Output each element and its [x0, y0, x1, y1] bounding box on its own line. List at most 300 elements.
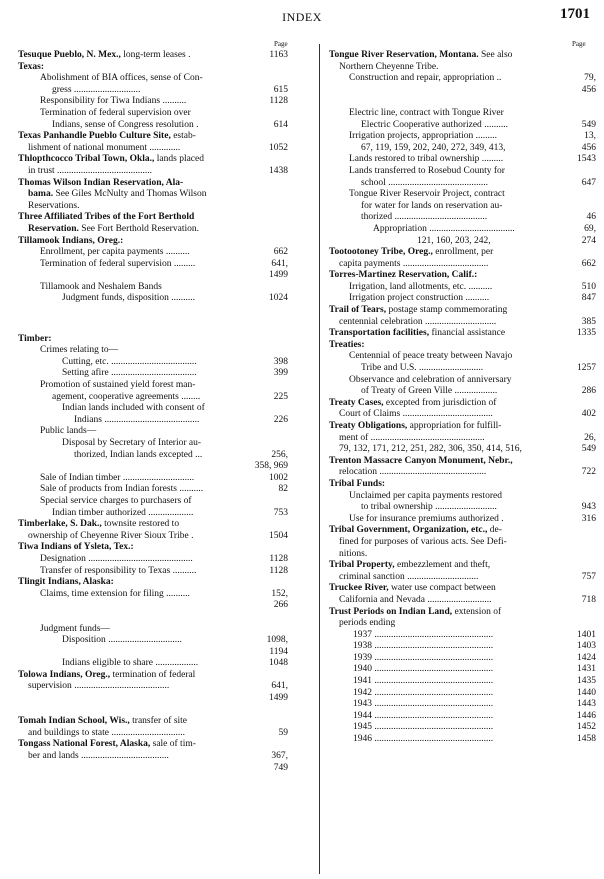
- entry-description: 121, 160, 203, 242,: [417, 235, 491, 246]
- entry-text: [18, 392, 250, 404]
- entry-description: fined for purposes of various acts. See Defi-: [339, 536, 507, 547]
- index-entry-line: [329, 108, 596, 120]
- entry-page-ref: 358, 969: [254, 461, 288, 472]
- index-entry-line: [18, 496, 288, 508]
- entry-text: [329, 549, 558, 561]
- entry-description: thorized: [361, 212, 393, 223]
- entry-text: [329, 73, 558, 85]
- entry-description: Tillamook and Neshalem Bands: [40, 281, 162, 292]
- index-entry-line: [329, 236, 596, 248]
- leader-dots: ..................................................: [372, 687, 494, 698]
- entry-text: [18, 282, 250, 294]
- entry-description: Lands transferred to Rosebud County for: [349, 165, 505, 176]
- entry-description: townsite restored to: [101, 519, 180, 530]
- entry-description: 1939: [353, 652, 372, 663]
- entry-page-ref: 152,: [271, 588, 288, 599]
- entry-text: [18, 166, 250, 178]
- entry-description: 67, 119, 159, 202, 240, 272, 349, 413,: [361, 142, 506, 153]
- entry-text: [329, 120, 558, 132]
- index-entry-line: [18, 270, 288, 282]
- entry-text: [329, 479, 558, 491]
- left-page-column-label: Page: [274, 40, 288, 48]
- entry-text: [18, 73, 250, 85]
- entry-page-ref: 753: [273, 507, 288, 518]
- index-entry-line: [18, 368, 288, 380]
- index-entry-line: [329, 572, 596, 584]
- index-entry-line: [18, 450, 288, 462]
- entry-page-ref: 456: [581, 84, 596, 95]
- leader-dots: .........: [479, 154, 504, 165]
- entry-text: [18, 96, 250, 108]
- leader-dots: ........: [178, 391, 201, 402]
- index-entry-line: [18, 131, 288, 143]
- entry-description: gress: [52, 84, 72, 95]
- entry-description: embezzlement and theft,: [394, 560, 491, 571]
- page-header-title: INDEX: [282, 10, 322, 24]
- entry-description: Sale of Indian timber: [40, 472, 121, 483]
- leader-dots: ...........................: [416, 363, 484, 374]
- index-entry-line: [329, 491, 596, 503]
- leader-dots: ..........: [163, 247, 190, 258]
- entry-description: 1941: [353, 676, 372, 687]
- entry-description: centennial celebration: [339, 316, 423, 327]
- index-entry-line: [18, 178, 288, 190]
- index-entry-line: [18, 403, 288, 415]
- index-entry-line: [329, 189, 596, 201]
- index-entry-line: [329, 502, 596, 514]
- leader-dots: ....................................: [108, 356, 197, 367]
- leader-dots: ..................: [153, 658, 199, 669]
- entry-page-ref: 456: [581, 142, 596, 153]
- entry-heading: bama.: [28, 189, 54, 200]
- entry-text: [18, 716, 250, 728]
- entry-heading: Trail of Tears,: [329, 305, 387, 316]
- entry-page-ref: 1543: [577, 154, 596, 165]
- entry-heading: Tiwa Indians of Ysleta, Tex.:: [18, 542, 134, 553]
- entry-text: [329, 502, 558, 514]
- entry-description: Reservations.: [28, 200, 80, 211]
- index-entry-line: [329, 270, 596, 282]
- entry-text: [18, 484, 250, 496]
- leader-dots: ..........: [176, 484, 204, 495]
- entry-text: [329, 201, 558, 213]
- index-entry-line: [18, 635, 288, 647]
- index-entry-line: [18, 143, 288, 155]
- entry-description: Indians eligible to share: [62, 658, 154, 669]
- entry-text: [329, 514, 558, 526]
- entry-description: de-: [487, 525, 502, 536]
- entry-text: [18, 658, 250, 670]
- entry-page-ref: 615: [273, 84, 288, 95]
- column-divider: [319, 44, 320, 874]
- entry-description: Electric Cooperative authorized: [361, 119, 482, 130]
- index-entry-line: [329, 537, 596, 549]
- entry-text: [329, 236, 558, 248]
- index-entry-line: [18, 426, 288, 438]
- index-entry-line: [329, 166, 596, 178]
- index-entry-line: [329, 514, 596, 526]
- entry-description: Centennial of peace treaty between Navajo: [349, 351, 513, 362]
- leader-dots: ..................: [452, 386, 498, 397]
- entry-page-ref: 1443: [577, 699, 596, 710]
- entry-text: [329, 212, 558, 224]
- entry-text: [18, 120, 250, 132]
- entry-heading: Tillamook Indians, Oreg.:: [18, 235, 124, 246]
- entry-text: [329, 664, 558, 676]
- entry-page-ref: 847: [581, 293, 596, 304]
- index-entry-line: [18, 647, 288, 659]
- entry-text: [329, 456, 558, 468]
- entry-text: [18, 201, 250, 213]
- leader-dots: ....................................: [426, 223, 515, 234]
- entry-description: enrollment, per: [432, 247, 494, 258]
- leader-dots: .: [188, 530, 194, 541]
- entry-text: [329, 363, 558, 375]
- entry-description: Responsibility for Tiwa Indians: [40, 96, 161, 107]
- leader-dots: ...........................: [425, 594, 492, 605]
- entry-description: Claims, time extension for filing: [40, 588, 164, 599]
- entry-text: [18, 508, 250, 520]
- entry-description: lishment of national monument: [28, 142, 147, 153]
- entry-page-ref: 718: [581, 594, 596, 605]
- index-entry-line: [18, 624, 288, 636]
- entry-description: Public lands—: [40, 426, 97, 437]
- leader-dots: ..............................: [120, 472, 195, 483]
- index-entry-line: [329, 409, 596, 421]
- entry-description: nitions.: [339, 548, 368, 559]
- entry-page-ref: 1424: [577, 652, 596, 663]
- leader-dots: ..........................: [432, 502, 497, 513]
- entry-text: [329, 711, 558, 723]
- leader-dots: .........: [473, 131, 498, 142]
- index-entry-line: [18, 473, 288, 485]
- entry-text: [329, 572, 558, 584]
- entry-page-ref: 641,: [271, 681, 288, 692]
- entry-heading: Timber:: [18, 333, 52, 344]
- leader-dots: ...: [192, 449, 203, 460]
- entry-description: Indians, sense of Congress resolution: [52, 119, 194, 130]
- entry-text: [329, 270, 558, 282]
- spacer: [18, 612, 288, 624]
- index-entry-line: [18, 166, 288, 178]
- leader-dots: ..............................: [404, 571, 479, 582]
- entry-description: Construction and repair, appropriation: [349, 73, 495, 84]
- index-entry-line: [18, 508, 288, 520]
- index-entry-line: [18, 658, 288, 670]
- entry-page-ref: 1163: [269, 50, 288, 60]
- index-entry-line: [18, 438, 288, 450]
- leader-dots: ..........: [466, 281, 493, 292]
- entry-page-ref: 1128: [269, 96, 288, 107]
- entry-page-ref: 13,: [584, 131, 596, 142]
- entry-heading: Transportation facilities,: [329, 328, 430, 339]
- index-entry-line: [329, 340, 596, 352]
- index-entry-line: [329, 583, 596, 595]
- entry-description: sale of tim-: [150, 739, 196, 750]
- entry-text: [329, 560, 558, 572]
- leader-dots: ..: [494, 73, 502, 84]
- entry-description: 1943: [353, 699, 372, 710]
- index-entry-line: [329, 456, 596, 468]
- leader-dots: .: [185, 50, 191, 60]
- entry-description: long-term leases: [120, 50, 186, 60]
- leader-dots: ..........: [163, 588, 190, 599]
- leader-dots: ........................................: [71, 681, 170, 692]
- entry-description: criminal sanction: [339, 571, 405, 582]
- index-entry-line: [18, 212, 288, 224]
- leader-dots: .............: [147, 142, 181, 153]
- entry-page-ref: 1504: [269, 530, 288, 541]
- entry-heading: Treaty Cases,: [329, 397, 384, 408]
- entry-description: supervision: [28, 681, 72, 692]
- entry-page-ref: 46: [586, 212, 596, 223]
- entry-description: Indian lands included with consent of: [62, 403, 205, 414]
- leader-dots: ..........: [168, 293, 196, 304]
- index-entry-line: [329, 131, 596, 143]
- entry-page-ref: 757: [581, 571, 596, 582]
- index-entry-line: [329, 386, 596, 398]
- index-entry-line: [18, 577, 288, 589]
- index-entry-line: [18, 154, 288, 166]
- entry-description: Termination of federal supervision: [40, 258, 172, 269]
- entry-description: water use compact between: [388, 583, 496, 594]
- leader-dots: ...............................: [109, 727, 186, 738]
- index-entry-line: [329, 618, 596, 630]
- entry-text: [18, 380, 250, 392]
- index-entry-line: [18, 293, 288, 305]
- entry-text: [329, 398, 558, 410]
- index-entry-line: [18, 415, 288, 427]
- entry-text: [18, 531, 250, 543]
- entry-description: Indian timber authorized: [52, 507, 146, 518]
- entry-text: [329, 224, 558, 236]
- entry-page-ref: 1128: [269, 565, 288, 576]
- index-entry-line: [18, 282, 288, 294]
- entry-text: [329, 699, 558, 711]
- entry-heading: Tribal Property,: [329, 560, 395, 571]
- entry-text: [18, 589, 250, 601]
- entry-page-ref: 367,: [271, 751, 288, 762]
- entry-description: capita payments: [339, 258, 401, 269]
- entry-text: [18, 259, 250, 271]
- index-entry-line: [329, 247, 596, 259]
- entry-text: [18, 334, 250, 346]
- entry-description: 1938: [353, 641, 372, 652]
- entry-heading: Tribal Government, Organization, etc.,: [329, 525, 488, 536]
- entry-text: [329, 734, 558, 746]
- leader-dots: ........................................: [101, 414, 200, 425]
- index-entry-line: [18, 50, 288, 62]
- index-entry-line: [329, 212, 596, 224]
- index-entry-line: [18, 716, 288, 728]
- entry-text: [329, 259, 558, 271]
- entry-description: Northern Cheyenne Tribe.: [339, 61, 439, 72]
- entry-page-ref: 1499: [269, 270, 288, 281]
- entry-description: Judgment funds, disposition: [62, 293, 169, 304]
- index-entry-line: [18, 670, 288, 682]
- entry-page-ref: 1335: [577, 328, 596, 339]
- entry-page-ref: 549: [581, 444, 596, 455]
- entry-text: [18, 670, 250, 682]
- entry-description: California and Nevada: [339, 594, 425, 605]
- entry-page-ref: 1257: [577, 363, 596, 374]
- index-entry-line: [18, 334, 288, 346]
- entry-heading: Truckee River,: [329, 583, 389, 594]
- entry-heading: Tolowa Indians, Oreg.,: [18, 669, 111, 680]
- index-entry-line: [18, 542, 288, 554]
- entry-description: ber and lands: [28, 751, 79, 762]
- entry-page-ref: 1499: [269, 693, 288, 704]
- index-entry-line: [329, 73, 596, 85]
- entry-description: Indians: [74, 414, 102, 425]
- entry-description: Termination of federal supervision over: [40, 107, 191, 118]
- entry-text: [18, 403, 250, 415]
- index-entry-line: [329, 85, 596, 97]
- entry-description: relocation: [339, 467, 377, 478]
- entry-text: [18, 50, 250, 62]
- entry-description: Appropriation: [373, 223, 427, 234]
- entry-text: [329, 491, 558, 503]
- leader-dots: ..................................................: [372, 676, 494, 687]
- index-entry-line: [329, 421, 596, 433]
- entry-page-ref: 549: [581, 119, 596, 130]
- entry-description: of Treaty of Green Ville: [361, 386, 453, 397]
- entry-text: [329, 722, 558, 734]
- entry-text: [329, 607, 558, 619]
- spacer: [18, 705, 288, 717]
- leader-dots: ....................................: [108, 368, 197, 379]
- index-entry-line: [329, 444, 596, 456]
- leader-dots: .: [498, 513, 504, 524]
- entry-text: [18, 751, 250, 763]
- entry-heading: Tesuque Pueblo, N. Mex.,: [18, 50, 121, 60]
- leader-dots: ..............................: [422, 316, 497, 327]
- index-entry-line: [18, 108, 288, 120]
- entry-page-ref: 266: [273, 600, 288, 611]
- entry-text: [329, 653, 558, 665]
- leader-dots: ..........: [481, 119, 508, 130]
- index-entry-line: [18, 484, 288, 496]
- leader-dots: ..................................................: [372, 722, 494, 733]
- entry-heading: Tootootoney Tribe, Oreg.,: [329, 247, 433, 258]
- index-entry-line: [329, 722, 596, 734]
- entry-description: Setting afire: [62, 368, 109, 379]
- entry-page-ref: 59: [278, 727, 288, 738]
- entry-description: 1945: [353, 722, 372, 733]
- entry-text: [18, 189, 250, 201]
- page-number: 1701: [560, 6, 590, 22]
- entry-text: [18, 108, 250, 120]
- entry-text: [329, 178, 558, 190]
- entry-description: 1937: [353, 629, 372, 640]
- index-entry-line: [329, 62, 596, 74]
- index-entry-line: [18, 85, 288, 97]
- entry-text: [18, 473, 250, 485]
- entry-page-ref: 1024: [269, 293, 288, 304]
- index-entry-line: [18, 461, 288, 473]
- leader-dots: ..................................................: [372, 734, 494, 745]
- entry-description: Observance and celebration of anniversary: [349, 374, 512, 385]
- index-entry-line: [18, 201, 288, 213]
- entry-description: Disposal by Secretary of Interior au-: [62, 438, 202, 448]
- index-entry-line: [329, 630, 596, 642]
- entry-page-ref: 225: [273, 391, 288, 402]
- entry-description: Sale of products from Indian forests: [40, 484, 177, 495]
- entry-heading: Texas Panhandle Pueblo Culture Site,: [18, 131, 171, 142]
- entry-text: [18, 624, 250, 636]
- leader-dots: ........................................: [54, 165, 153, 176]
- entry-text: [18, 635, 250, 647]
- entry-heading: Trust Periods on Indian Land,: [329, 606, 453, 617]
- leader-dots: ..........: [160, 96, 187, 107]
- entry-heading: Tribal Funds:: [329, 478, 386, 489]
- leader-dots: ..................................................: [372, 652, 494, 663]
- entry-description: 1944: [353, 710, 372, 721]
- entry-page-ref: 256,: [271, 449, 288, 460]
- entry-text: [18, 357, 250, 369]
- index-entry-line: [329, 560, 596, 572]
- entry-text: [329, 421, 558, 433]
- entry-description: Transfer of responsibility to Texas: [40, 565, 171, 576]
- leader-dots: ..........: [462, 293, 490, 304]
- entry-description: Special service charges to purchasers of: [40, 495, 192, 506]
- entry-description: excepted from jurisdiction of: [383, 397, 497, 408]
- entry-text: [329, 108, 558, 120]
- entry-text: [18, 681, 250, 693]
- entry-text: [329, 131, 558, 143]
- entry-text: [329, 676, 558, 688]
- index-entry-line: [18, 763, 288, 775]
- entry-description: ownership of Cheyenne River Sioux Tribe: [28, 530, 189, 541]
- entry-page-ref: 1438: [269, 165, 288, 176]
- entry-text: [329, 537, 558, 549]
- index-entry-line: [329, 433, 596, 445]
- entry-description: Promotion of sustained yield forest man-: [40, 380, 196, 391]
- entry-heading: Tomah Indian School, Wis.,: [18, 716, 130, 727]
- index-entry-line: [329, 293, 596, 305]
- index-entry-line: [18, 589, 288, 601]
- entry-page-ref: 647: [581, 177, 596, 188]
- entry-text: [18, 519, 250, 531]
- entry-text: [329, 189, 558, 201]
- index-entry-line: [18, 392, 288, 404]
- entry-description: estab-: [170, 131, 196, 142]
- right-index-column: [329, 50, 596, 746]
- entry-text: [18, 154, 250, 166]
- entry-page-ref: 1458: [577, 734, 596, 745]
- index-entry-line: [18, 96, 288, 108]
- entry-description: transfer of site: [129, 716, 188, 727]
- index-entry-line: [329, 607, 596, 619]
- index-entry-line: [329, 398, 596, 410]
- entry-text: [18, 415, 250, 427]
- entry-text: [329, 688, 558, 700]
- index-entry-line: [18, 236, 288, 248]
- leader-dots: ..........: [170, 565, 197, 576]
- entry-text: [329, 154, 558, 166]
- entry-heading: Thlopthcocco Tribal Town, Okla.,: [18, 154, 155, 165]
- index-entry-line: [18, 728, 288, 740]
- entry-heading: Three Affiliated Tribes of the Fort Berthold: [18, 212, 195, 223]
- entry-description: and buildings to state: [28, 727, 110, 738]
- entry-text: [329, 351, 558, 363]
- entry-text: [329, 282, 558, 294]
- index-entry-line: [329, 664, 596, 676]
- index-entry-line: [329, 120, 596, 132]
- index-entry-line: [329, 363, 596, 375]
- entry-description: extension of: [452, 606, 502, 617]
- index-entry-line: [18, 259, 288, 271]
